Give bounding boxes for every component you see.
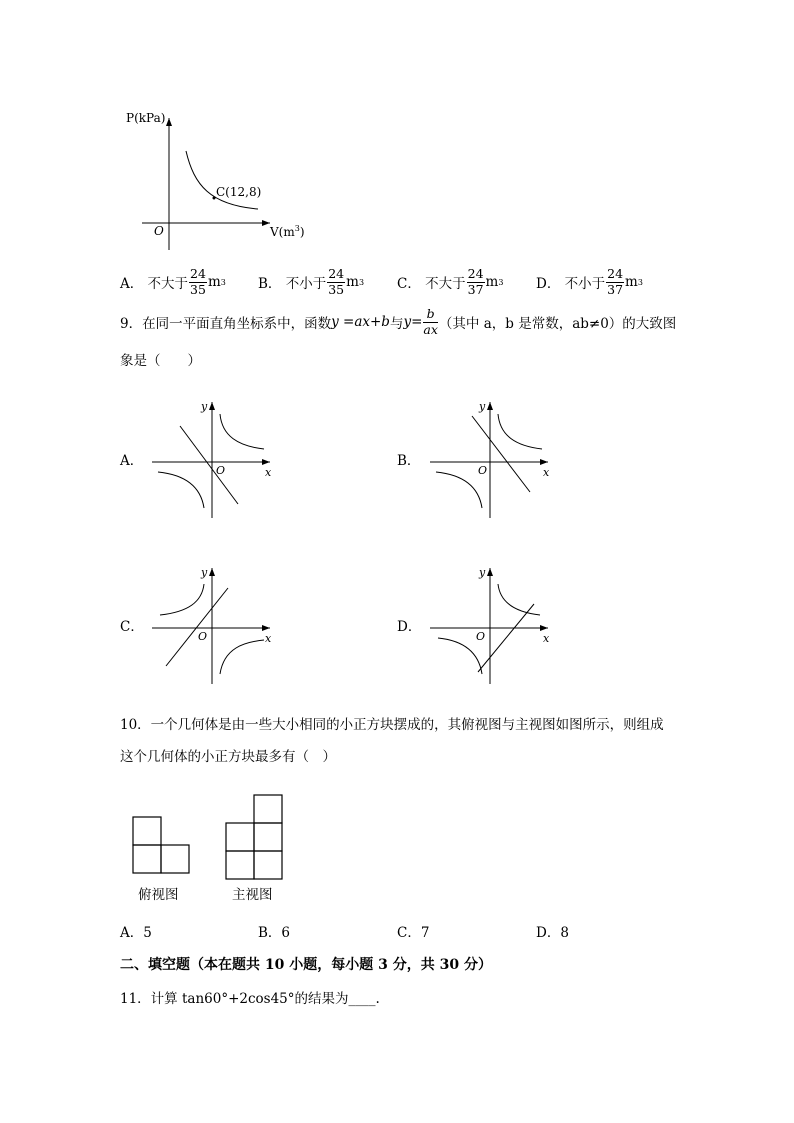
q9-suffix: （其中 a，b 是常数，ab≠0）的大致图 (438, 316, 677, 332)
fraction-denominator: 35 (190, 281, 206, 297)
option-letter: C． (397, 276, 421, 292)
y-label: y (201, 566, 208, 579)
origin-label: O (476, 630, 486, 643)
x-arrow-head (540, 459, 548, 465)
fraction-denominator: 35 (328, 281, 345, 297)
q8-origin-label: O (154, 224, 164, 238)
q9-graph-d[interactable] (426, 562, 556, 692)
q9-graph-b[interactable] (426, 396, 556, 526)
y-label: y (479, 566, 486, 579)
front-view-square-2 (226, 823, 254, 851)
q9-prefix: 9．在同一平面直角坐标系中，函数 (120, 316, 332, 332)
q9-option-a-letter[interactable]: A． (120, 453, 144, 469)
q8-option-d[interactable] (536, 268, 643, 296)
option-fraction (467, 268, 485, 296)
top-view-square-1 (133, 817, 161, 845)
q8-option-a[interactable] (120, 268, 226, 296)
q10-stem-line2: 这个几何体的小正方块最多有（ ） (120, 749, 336, 765)
q9-inverse-function-fraction (423, 308, 438, 336)
q8-y-label: P(kPa) (126, 111, 166, 125)
hyperbola-branch-q1 (498, 584, 540, 615)
q10-option-b[interactable]: B．6 (258, 925, 291, 941)
q8-y-arrow (166, 118, 172, 126)
q10-top-view-label: 俯视图 (138, 887, 179, 903)
fraction-numerator: 24 (328, 266, 345, 281)
q8-option-b[interactable] (258, 268, 364, 296)
q8-x-arrow (262, 220, 270, 226)
option-letter: B． (258, 276, 282, 292)
option-text: 不小于 (564, 276, 606, 292)
q10-top-view-figure (132, 816, 192, 876)
option-unit-sup: 3 (220, 277, 226, 287)
q11-stem: 11．计算 tan60°+2cos45°的结果为____. (120, 991, 380, 1007)
option-text: 不大于 (425, 276, 466, 292)
option-text: 不大于 (147, 276, 189, 292)
option-fraction (606, 268, 624, 296)
fraction-numerator: b (423, 308, 438, 323)
q9-connector: 与 (389, 316, 404, 332)
q8-option-c[interactable] (397, 268, 503, 296)
option-fraction (189, 268, 207, 296)
hyperbola-branch-q1 (498, 414, 542, 449)
y-arrow-head (487, 568, 493, 576)
q10-front-view-label: 主视图 (232, 887, 273, 903)
option-fraction (327, 268, 345, 296)
fraction-numerator: 24 (467, 266, 484, 281)
option-letter: A． (120, 276, 144, 292)
q8-point-label: C(12,8) (216, 185, 262, 199)
x-label: x (265, 466, 272, 479)
q8-hyperbola (186, 151, 258, 209)
q9-option-b-letter[interactable]: B． (397, 453, 421, 469)
hyperbola-branch-q3 (438, 638, 482, 674)
option-unit: m (485, 274, 499, 290)
fraction-denominator: 37 (467, 281, 484, 297)
top-view-square-2 (133, 845, 161, 873)
x-arrow-head (262, 459, 270, 465)
y-label: y (201, 400, 208, 413)
option-letter: D． (536, 276, 561, 292)
linear-graph (472, 416, 530, 492)
q8-x-label: $V(m^3)$ (270, 224, 305, 239)
q9-graph-a[interactable] (148, 396, 278, 526)
fraction-denominator: ax (423, 321, 438, 337)
option-text: 不小于 (285, 276, 327, 292)
top-view-square-3 (161, 845, 189, 873)
y-arrow-head (487, 402, 493, 410)
front-view-square-1 (254, 795, 282, 823)
x-label: x (265, 632, 272, 645)
q9-option-d-letter[interactable]: D． (397, 619, 422, 635)
option-unit-sup: 3 (637, 277, 643, 287)
hyperbola-branch-q3 (158, 472, 204, 508)
q9-stem-line1 (120, 308, 676, 336)
hyperbola-branch-q2 (160, 584, 204, 615)
section-2-heading: 二、填空题（本在题共 10 小题，每小题 3 分，共 30 分） (120, 957, 492, 973)
option-unit-sup: 3 (358, 277, 365, 287)
x-arrow-head (540, 625, 548, 631)
q9-inverse-function-lhs: y= (403, 314, 423, 330)
fraction-numerator: 24 (190, 266, 206, 281)
option-unit: m (625, 274, 638, 290)
q10-option-c[interactable]: C．7 (397, 925, 430, 941)
fraction-numerator: 24 (607, 266, 624, 281)
y-label: y (479, 400, 486, 413)
q10-front-view-figure (224, 794, 286, 880)
q9-option-c-letter[interactable]: C． (120, 619, 144, 635)
q9-graph-c[interactable] (148, 562, 278, 692)
hyperbola-branch-q4 (220, 640, 264, 674)
linear-graph (180, 426, 238, 504)
origin-label: O (216, 464, 226, 477)
y-arrow-head (209, 402, 215, 410)
y-arrow-head (209, 568, 215, 576)
pressure-volume-graph (110, 105, 320, 255)
fraction-denominator: 37 (607, 281, 624, 297)
x-arrow-head (262, 625, 270, 631)
front-view-square-4 (226, 851, 254, 879)
q10-stem-line1: 10．一个几何体是由一些大小相同的小正方块摆成的，其俯视图与主视图如图所示，则组成 (120, 717, 664, 733)
x-label: x (543, 466, 550, 479)
option-unit: m (346, 274, 359, 290)
q10-option-d[interactable]: D．8 (536, 925, 569, 941)
front-view-square-5 (254, 851, 282, 879)
hyperbola-branch-q3 (436, 472, 482, 508)
option-unit-sup: 3 (498, 277, 504, 287)
front-view-square-3 (254, 823, 282, 851)
option-unit: m (207, 274, 221, 290)
q9-linear-function: y =ax+b (331, 314, 390, 330)
origin-label: O (198, 630, 208, 643)
linear-graph (478, 604, 534, 672)
hyperbola-branch-q1 (220, 414, 264, 449)
x-label: x (543, 632, 550, 645)
q10-option-a[interactable]: A．5 (120, 925, 152, 941)
origin-label: O (478, 464, 488, 477)
q9-stem-line2: 象是（ ） (120, 353, 201, 369)
